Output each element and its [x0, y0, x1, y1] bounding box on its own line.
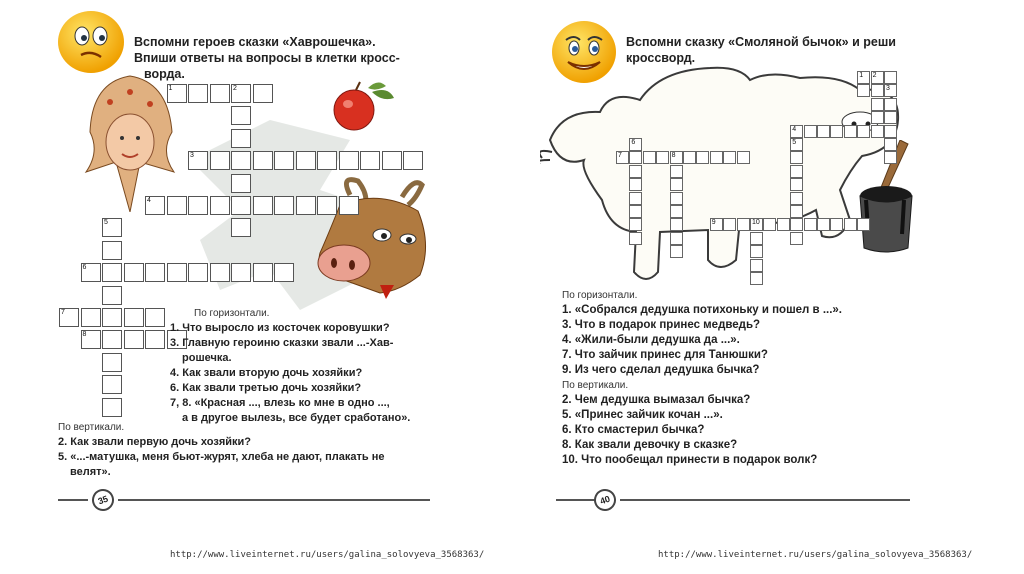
- crossword-cell[interactable]: [857, 125, 870, 138]
- left-clues-down: По вертикали. 2. Как звали первую дочь хозяйки? 5. «...-матушка, меня бьют-журят, хлеба не дают, плакать не велят».: [58, 422, 385, 478]
- crossword-cell[interactable]: [830, 218, 843, 231]
- crossword-cell[interactable]: [253, 263, 273, 282]
- crossword-cell[interactable]: [210, 151, 230, 170]
- crossword-cell[interactable]: [296, 196, 316, 215]
- crossword-cell[interactable]: [737, 151, 750, 164]
- crossword-cell[interactable]: [737, 218, 750, 231]
- crossword-cell[interactable]: [830, 125, 843, 138]
- crossword-cell[interactable]: [804, 218, 817, 231]
- crossword-numbered-cell[interactable]: [102, 218, 122, 237]
- crossword-numbered-cell[interactable]: [629, 138, 642, 151]
- crossword-cell[interactable]: [403, 151, 423, 170]
- left-clues-across: По горизонтали. 1. Что выросло из косточек коровушки? 3. Главную героиню сказки звали ...-Хав- рошечка. 4. Как звали вторую дочь хозяйки? 6. Как звали третью дочь хозяйки? 7, 8. «Красная ..., влезь ко мне в одно ..., а в другое вылезь, все будет сработано».: [170, 308, 411, 424]
- crossword-cell[interactable]: [296, 151, 316, 170]
- crossword-cell[interactable]: [339, 196, 359, 215]
- crossword-cell[interactable]: [763, 218, 776, 231]
- clue-number: 5: [104, 219, 108, 227]
- divider: [620, 499, 910, 501]
- crossword-cell[interactable]: [670, 218, 683, 231]
- crossword-cell[interactable]: [317, 196, 337, 215]
- crossword-cell[interactable]: [683, 151, 696, 164]
- crossword-cell[interactable]: [210, 263, 230, 282]
- crossword-cell[interactable]: [339, 151, 359, 170]
- clue-number: 2: [233, 85, 237, 92]
- crossword-cell[interactable]: [656, 151, 669, 164]
- left-title: Вспомни героев сказки «Хаврошечка». Впиши ответы на вопросы в клетки кросс- ворда.: [134, 35, 400, 81]
- crossword-cell[interactable]: [167, 196, 187, 215]
- crossword-cell[interactable]: [790, 205, 803, 218]
- clue-number: 1: [859, 72, 864, 79]
- crossword-numbered-cell[interactable]: [616, 151, 629, 164]
- crossword-cell[interactable]: [231, 151, 251, 170]
- crossword-numbered-cell[interactable]: [188, 151, 208, 170]
- crossword-cell[interactable]: [102, 353, 122, 372]
- crossword-cell[interactable]: [643, 151, 656, 164]
- crossword-cell[interactable]: [871, 111, 884, 124]
- crossword-cell[interactable]: [231, 106, 251, 125]
- crossword-cell[interactable]: [102, 263, 122, 282]
- crossword-cell[interactable]: [670, 245, 683, 258]
- right-clues: По горизонтали. 1. «Собрался дедушка потихоньку и пошел в ...». 3. Что в подарок принес медведь? 4. «Жили-были дедушка да ...». 7. Что зайчик принес для Танюшки? 9. Из чего сделал дедушка бычка? По вертикали. 2. Чем дедушка вымазал бычка? 5. «Принес зайчик кочан ...». 6. Кто смастерил бычка? 8. Как звали девочку в сказке? 10. Что пообещал принести в подарок волк?: [562, 290, 842, 466]
- crossword-cell[interactable]: [210, 196, 230, 215]
- crossword-cell[interactable]: [750, 232, 763, 245]
- crossword-cell[interactable]: [360, 151, 380, 170]
- crossword-numbered-cell[interactable]: [81, 330, 101, 349]
- crossword-numbered-cell[interactable]: [857, 71, 870, 84]
- crossword-cell[interactable]: [817, 218, 830, 231]
- crossword-cell[interactable]: [188, 196, 208, 215]
- clue-number: 6: [82, 264, 87, 272]
- right-title: Вспомни сказку «Смоляной бычок» и реши кроссворд.: [626, 35, 896, 65]
- crossword-cell[interactable]: [167, 263, 187, 282]
- crossword-cell[interactable]: [274, 151, 294, 170]
- crossword-cell[interactable]: [844, 125, 857, 138]
- crossword-numbered-cell[interactable]: [750, 218, 763, 231]
- crossword-cell[interactable]: [274, 263, 294, 282]
- crossword-cell[interactable]: [317, 151, 337, 170]
- crossword-cell[interactable]: [857, 84, 870, 97]
- right-page: [512, 0, 1024, 574]
- crossword-cell[interactable]: [723, 151, 736, 164]
- clue-number: 2: [872, 72, 877, 79]
- crossword-cell[interactable]: [871, 84, 884, 97]
- crossword-cell[interactable]: [188, 263, 208, 282]
- crossword-numbered-cell[interactable]: [231, 84, 251, 103]
- crossword-cell[interactable]: [884, 71, 897, 84]
- crossword-numbered-cell[interactable]: [59, 308, 79, 327]
- crossword-cell[interactable]: [253, 151, 273, 170]
- crossword-numbered-cell[interactable]: [710, 218, 723, 231]
- crossword-cell[interactable]: [124, 330, 144, 349]
- crossword-cell[interactable]: [629, 192, 642, 205]
- crossword-numbered-cell[interactable]: [871, 71, 884, 84]
- clue-number: 3: [886, 85, 890, 93]
- crossword-cell[interactable]: [884, 125, 897, 138]
- clue-number: 1: [168, 85, 173, 92]
- crossword-cell[interactable]: [274, 196, 294, 215]
- crossword-cell[interactable]: [231, 218, 251, 237]
- crossword-cell[interactable]: [871, 125, 884, 138]
- divider: [58, 499, 88, 501]
- crossword-cell[interactable]: [723, 218, 736, 231]
- crossword-cell[interactable]: [884, 111, 897, 124]
- divider: [118, 499, 430, 501]
- page-number: 35: [89, 486, 117, 514]
- crossword-cell[interactable]: [231, 196, 251, 215]
- crossword-cell[interactable]: [670, 178, 683, 191]
- crossword-cell[interactable]: [124, 308, 144, 327]
- crossword-cell[interactable]: [696, 151, 709, 164]
- crossword-numbered-cell[interactable]: [884, 84, 897, 97]
- crossword-cell[interactable]: [629, 218, 642, 231]
- clue-number: 8: [82, 331, 87, 339]
- clue-number: 3: [190, 152, 194, 160]
- crossword-cell[interactable]: [231, 174, 251, 193]
- crossword-cell[interactable]: [102, 330, 122, 349]
- crossword-cell[interactable]: [790, 165, 803, 178]
- crossword-cell[interactable]: [145, 330, 165, 349]
- clue-number: 8: [671, 152, 676, 160]
- crossword-cell[interactable]: [629, 205, 642, 218]
- crossword-cell[interactable]: [710, 151, 723, 164]
- crossword-cell[interactable]: [884, 98, 897, 111]
- crossword-cell[interactable]: [382, 151, 402, 170]
- crossword-cell[interactable]: [124, 263, 144, 282]
- crossword-cell[interactable]: [670, 165, 683, 178]
- crossword-numbered-cell[interactable]: [145, 196, 165, 215]
- clue-number: 7: [61, 309, 65, 316]
- crossword-cell[interactable]: [102, 398, 122, 417]
- crossword-cell[interactable]: [790, 151, 803, 164]
- crossword-cell[interactable]: [670, 192, 683, 205]
- crossword-cell[interactable]: [81, 308, 101, 327]
- crossword-cell[interactable]: [670, 205, 683, 218]
- crossword-cell[interactable]: [790, 178, 803, 191]
- clue-number: 5: [792, 139, 797, 146]
- crossword-cell[interactable]: [253, 84, 273, 103]
- crossword-numbered-cell[interactable]: [790, 138, 803, 151]
- crossword-cell[interactable]: [629, 151, 642, 164]
- crossword-cell[interactable]: [231, 263, 251, 282]
- crossword-cell[interactable]: [253, 196, 273, 215]
- page-number: 40: [591, 486, 619, 514]
- crossword-cell[interactable]: [777, 218, 790, 231]
- right-crossword-grid: [512, 0, 1024, 574]
- crossword-cell[interactable]: [857, 218, 870, 231]
- crossword-numbered-cell[interactable]: [167, 84, 187, 103]
- source-url: http://www.liveinternet.ru/users/galina_solovyeva_3568363/: [170, 550, 485, 560]
- clue-number: 7: [618, 152, 622, 160]
- crossword-cell[interactable]: [884, 138, 897, 151]
- crossword-cell[interactable]: [670, 232, 683, 245]
- source-url: http://www.liveinternet.ru/users/galina_solovyeva_3568363/: [658, 550, 973, 560]
- crossword-cell[interactable]: [145, 308, 165, 327]
- crossword-cell[interactable]: [145, 263, 165, 282]
- crossword-numbered-cell[interactable]: [81, 263, 101, 282]
- crossword-cell[interactable]: [817, 125, 830, 138]
- crossword-cell[interactable]: [102, 308, 122, 327]
- crossword-cell[interactable]: [844, 218, 857, 231]
- crossword-cell[interactable]: [790, 232, 803, 245]
- crossword-cell[interactable]: [790, 192, 803, 205]
- crossword-cell[interactable]: [629, 232, 642, 245]
- crossword-numbered-cell[interactable]: [790, 125, 803, 138]
- crossword-cell[interactable]: [629, 178, 642, 191]
- crossword-cell[interactable]: [629, 165, 642, 178]
- clue-number: 4: [147, 197, 151, 204]
- crossword-cell[interactable]: [750, 272, 763, 285]
- crossword-cell[interactable]: [750, 245, 763, 258]
- crossword-cell[interactable]: [102, 375, 122, 394]
- crossword-cell[interactable]: [790, 218, 803, 231]
- crossword-cell[interactable]: [210, 84, 230, 103]
- crossword-numbered-cell[interactable]: [670, 151, 683, 164]
- clue-number: 9: [711, 219, 716, 227]
- crossword-cell[interactable]: [750, 259, 763, 272]
- crossword-cell[interactable]: [804, 125, 817, 138]
- clue-number: 10: [752, 219, 760, 227]
- clue-number: 4: [792, 125, 797, 133]
- crossword-cell[interactable]: [102, 286, 122, 305]
- crossword-cell[interactable]: [102, 241, 122, 260]
- crossword-cell[interactable]: [871, 98, 884, 111]
- clue-number: 6: [631, 139, 636, 146]
- crossword-cell[interactable]: [231, 129, 251, 148]
- crossword-cell[interactable]: [188, 84, 208, 103]
- crossword-cell[interactable]: [884, 151, 897, 164]
